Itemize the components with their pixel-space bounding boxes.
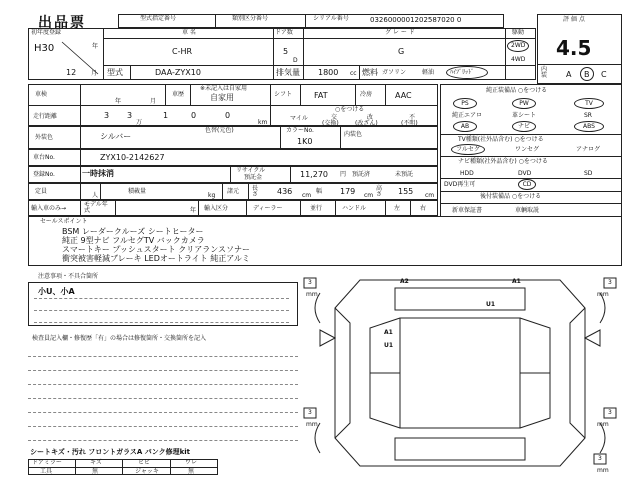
score-value: 4.5 bbox=[556, 36, 592, 60]
drive-4wd: 4WD bbox=[511, 56, 526, 63]
page-title: 出品票 bbox=[38, 15, 86, 31]
mileage-digit-3: 1 bbox=[163, 111, 169, 120]
recycle-unpaid: 未預託 bbox=[395, 171, 414, 178]
recycle-unit: 円 bbox=[340, 171, 347, 178]
mileage-digit-2: 3 bbox=[127, 111, 133, 120]
tv-full-selected: フルセグ bbox=[451, 144, 485, 155]
mileage-km-unit: km bbox=[258, 119, 268, 126]
model-year-unit: 年 bbox=[190, 207, 197, 214]
new-car-warranty: 新車保証書 bbox=[452, 207, 483, 214]
interior-b: B bbox=[584, 70, 590, 79]
shaken-month: 月 bbox=[150, 98, 157, 105]
usage-header: ※未記入は自家用 bbox=[200, 85, 248, 92]
interior-c: C bbox=[601, 70, 607, 79]
mile-choice-0b: (交換) bbox=[322, 120, 339, 127]
footer-none-2: 無 bbox=[188, 468, 195, 475]
dims-label: 諸元 bbox=[227, 188, 240, 195]
exterior-value: シルバー bbox=[100, 132, 132, 141]
drive-label: 駆動 bbox=[512, 29, 525, 36]
aircon-value: AAC bbox=[395, 91, 412, 100]
mileage-digit-4: 0 bbox=[191, 111, 197, 120]
mileage-digit-5: 0 bbox=[225, 111, 231, 120]
load-label: 積載量 bbox=[128, 188, 147, 195]
manual: 車輌取説 bbox=[515, 207, 540, 214]
tire-rl-unit: mm bbox=[306, 421, 318, 428]
tire-spare-depth: 3 bbox=[598, 455, 602, 462]
footer-crack: ヒビ bbox=[138, 459, 151, 466]
sales-header: セールスポイント bbox=[40, 218, 88, 225]
reg-label: 登録No. bbox=[33, 171, 55, 178]
equip-tv: TV bbox=[574, 98, 604, 109]
mileage-man-unit: 万 bbox=[136, 119, 143, 126]
katashiki-label: 型式 bbox=[107, 68, 123, 77]
reg-month-unit: 月 bbox=[91, 70, 98, 77]
mile-choice-1b: (改ざん) bbox=[355, 120, 378, 127]
rear-header: 後付装備品 ○をつける bbox=[480, 193, 542, 200]
shift-label: シフト bbox=[274, 91, 293, 98]
recycle-value: 11,270 bbox=[300, 170, 328, 179]
notes-handwritten: 小U、小A bbox=[38, 287, 75, 296]
katashiki-value: DAA-ZYX10 bbox=[155, 68, 201, 77]
tire-fl-depth: 3 bbox=[308, 279, 312, 286]
tv-one: ワンセグ bbox=[515, 146, 540, 153]
mile-choice-2: 不 bbox=[409, 114, 416, 121]
mark-u1-top: U1 bbox=[486, 301, 496, 308]
cd-selected: CD bbox=[518, 179, 536, 190]
drive-2wd: 2WD bbox=[511, 42, 526, 49]
capacity-unit: 人 bbox=[92, 192, 99, 199]
interior-a: A bbox=[566, 70, 572, 79]
length-value: 436 bbox=[277, 187, 293, 196]
height-unit: cm bbox=[425, 192, 435, 199]
load-unit: kg bbox=[208, 192, 216, 199]
length-unit: cm bbox=[302, 192, 312, 199]
mileage-label: 走行距離 bbox=[33, 113, 58, 120]
color-change-header: 色替(元色) bbox=[205, 127, 234, 134]
sales-line-1: BSM レーダークルーズ シートヒーター bbox=[62, 227, 204, 236]
mark-a1-top: A1 bbox=[512, 278, 521, 285]
fuel-hybrid: ﾊｲﾌﾞﾘｯﾄﾞ bbox=[450, 69, 475, 76]
shift-value: FAT bbox=[314, 91, 328, 100]
sales-line-4: 衝突被害軽減ブレーキ LEDオートライト 純正アルミ bbox=[62, 254, 250, 263]
navi-hdd: HDD bbox=[460, 170, 474, 177]
tv-type-header: TV種類(社外品含む) ○をつける bbox=[458, 136, 544, 143]
footer-handwritten: シートキズ・汚れ フロントガラスA パンク修理kit bbox=[30, 448, 190, 456]
color-code-label: カラーNo. bbox=[286, 127, 314, 134]
tire-fl-unit: mm bbox=[306, 291, 318, 298]
import-parallel: 並行 bbox=[310, 205, 323, 212]
equip-sr: SR bbox=[584, 112, 592, 119]
sales-line-3: スマートキー プッシュスタート クリアランスソナー bbox=[62, 245, 250, 254]
recycle-status: 預託済 bbox=[352, 171, 371, 178]
chassis-value: ZYX10-2142627 bbox=[100, 153, 165, 162]
score-label: 評 価 点 bbox=[563, 16, 585, 23]
fuel-gasoline: ガソリン bbox=[382, 69, 407, 76]
doors-value: 5 bbox=[283, 47, 289, 56]
color-code-value: 1K0 bbox=[297, 137, 313, 146]
serial-value: 0326000001202587020 0 bbox=[370, 16, 462, 24]
fuel-light: 軽油 bbox=[422, 69, 435, 76]
equip-pw: PW bbox=[512, 98, 536, 109]
length-label: 長さ bbox=[252, 185, 259, 198]
recycle-sub: 預託金 bbox=[244, 174, 263, 181]
tv-analog: アナログ bbox=[576, 146, 601, 153]
mark-a2: A2 bbox=[400, 278, 409, 285]
tire-rr-depth: 3 bbox=[608, 409, 612, 416]
equip-sunroof: 革シート bbox=[512, 112, 537, 119]
dvd-playable: DVD再生可 bbox=[444, 181, 476, 188]
interior-label: 内装 bbox=[541, 66, 548, 79]
car-name-label: 車 名 bbox=[182, 29, 196, 36]
handle-label: ハンドル bbox=[342, 205, 367, 212]
history-label: 車歴 bbox=[172, 91, 185, 98]
mile-label: マイル bbox=[290, 115, 308, 122]
import-label: 輸入車のみ→ bbox=[31, 205, 67, 212]
equip-pw2: 純正エアロ bbox=[452, 112, 483, 119]
first-reg-label: 初年度登録 bbox=[31, 29, 62, 36]
equip-header: 純正装備品 ○をつける bbox=[486, 87, 548, 94]
ruibetsu-label: 類別区分番号 bbox=[232, 15, 269, 22]
reg-year: H30 bbox=[34, 43, 55, 54]
tire-rl-depth: 3 bbox=[308, 409, 312, 416]
equip-ps: PS bbox=[453, 98, 477, 109]
tire-rr-unit: mm bbox=[597, 421, 609, 428]
mileage-digit-1: 3 bbox=[104, 111, 110, 120]
tire-fr-depth: 3 bbox=[608, 279, 612, 286]
capacity-label: 定員 bbox=[35, 188, 48, 195]
tire-fr-unit: mm bbox=[597, 291, 609, 298]
doors-label: ドア数 bbox=[275, 29, 293, 36]
reg-year-unit: 年 bbox=[92, 43, 99, 50]
footer-dent: ワレ bbox=[185, 459, 198, 466]
shaken-label: 車検 bbox=[35, 91, 48, 98]
width-value: 179 bbox=[340, 187, 356, 196]
width-unit: cm bbox=[364, 192, 374, 199]
serial-label: シリアル番号 bbox=[313, 15, 349, 22]
displacement-value: 1800 bbox=[318, 68, 339, 77]
navi-dvd: DVD bbox=[518, 170, 532, 177]
handle-left: 左 bbox=[394, 205, 401, 212]
shiki-label: 型式指定番号 bbox=[140, 15, 177, 22]
import-class-label: 輸入区分 bbox=[204, 205, 229, 212]
grade-label: グ レ ー ド bbox=[385, 29, 415, 36]
chassis-row bbox=[28, 149, 438, 166]
equip-abs: ABS bbox=[574, 121, 604, 132]
chassis-label: 車台No. bbox=[33, 154, 55, 161]
mile-choice-1: 改 bbox=[367, 114, 374, 121]
reg-month: 12 bbox=[66, 68, 77, 77]
height-value: 155 bbox=[398, 187, 414, 196]
car-name-value: C-HR bbox=[172, 47, 193, 56]
width-label: 幅 bbox=[316, 188, 323, 195]
fuel-label: 燃料 bbox=[362, 68, 378, 77]
footer-mirror: ドアミラー bbox=[32, 459, 62, 466]
handle-right: 右 bbox=[420, 205, 427, 212]
doors-sub: D bbox=[293, 57, 298, 64]
height-label: 高さ bbox=[376, 185, 383, 198]
recycle-label: リサイクル bbox=[236, 167, 266, 174]
sales-line-2: 純正 9型ナビ フルセグTV バックカメラ bbox=[62, 236, 205, 245]
shaken-year: 年 bbox=[115, 98, 122, 105]
footer-tool: 工具 bbox=[40, 468, 53, 475]
mark-a1-mid: A1 bbox=[384, 329, 393, 336]
navi-header: ナビ種類(社外品含む) ○をつける bbox=[458, 158, 548, 165]
import-dealer: ディーラー bbox=[253, 205, 283, 212]
notes-header: 注意事項・不具合箇所 bbox=[38, 273, 99, 280]
grade-value: G bbox=[398, 47, 405, 56]
mile-choice-2b: (不明) bbox=[401, 120, 418, 127]
exterior-label: 外装色 bbox=[35, 134, 54, 141]
model-year-label: モデル年式 bbox=[84, 201, 108, 214]
aircon-label: 冷房 bbox=[360, 91, 373, 98]
usage-value: 自家用 bbox=[210, 93, 234, 102]
displacement-unit: cc bbox=[350, 70, 357, 77]
footer-scratch: キズ bbox=[90, 459, 102, 466]
footer-jack: ジャッキ bbox=[135, 468, 159, 475]
tire-spare-unit: mm bbox=[597, 467, 609, 474]
interior-color-label: 内装色 bbox=[344, 131, 363, 138]
displacement-label: 排気量 bbox=[276, 68, 300, 77]
car-damage-diagram bbox=[300, 268, 630, 478]
inspector-header: 検査員記入欄・修復歴「有」の場合は修復箇所・交換箇所を記入 bbox=[32, 335, 207, 342]
navi-sd: SD bbox=[584, 170, 593, 177]
mile-choice-0: 交 bbox=[331, 114, 338, 121]
footer-none: 無 bbox=[92, 468, 99, 475]
mark-u1-mid: U1 bbox=[384, 342, 394, 349]
reg-value: 一時抹消 bbox=[82, 169, 114, 178]
mile-note: ○をつける bbox=[335, 106, 365, 113]
equip-aw: ナビ bbox=[512, 121, 536, 132]
equip-ab: AB bbox=[453, 121, 477, 132]
